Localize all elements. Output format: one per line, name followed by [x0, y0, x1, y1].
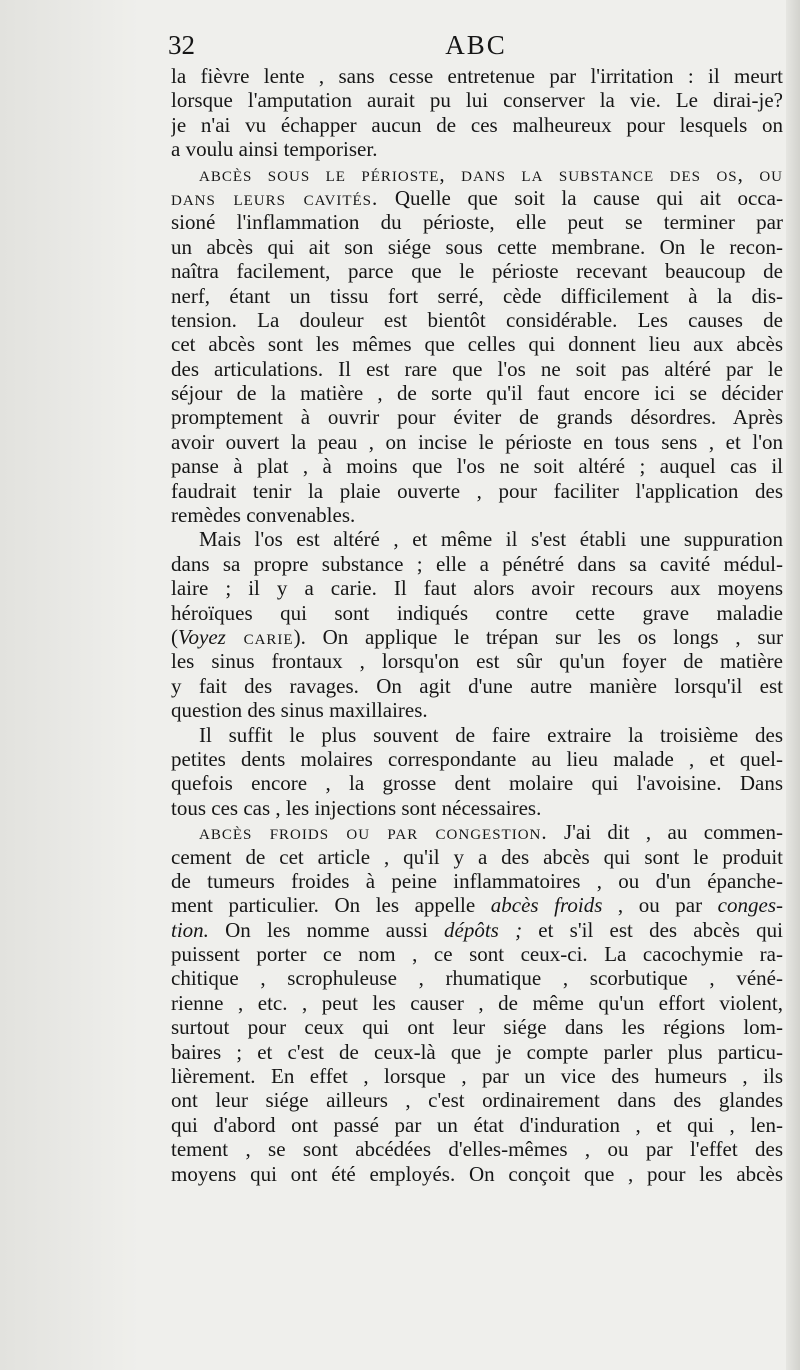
running-head: ABC [445, 30, 507, 60]
text-segment: des articulations. Il est rare que l'os ne soit pas altéré par le [171, 356, 783, 381]
text-segment: Mais l'os est altéré , et même il s'est établi une suppuration [199, 527, 783, 552]
text-segment: laire ; il y a carie. Il faut alors avoir recours aux moyens [171, 576, 783, 601]
small-caps-heading: carie [225, 624, 294, 649]
body-text [171, 64, 783, 1186]
text-segment: petites dents molaires correspondante au lieu malade , et quel- [171, 746, 783, 771]
text-line [171, 1162, 783, 1186]
text-segment: cet abcès sont les mêmes que celles qui donnent lieu aux abcès [171, 332, 783, 357]
text-segment: ( [171, 624, 178, 649]
text-segment: sioné l'inflammation du périoste, elle peut se terminer par [171, 210, 783, 235]
text-segment: On les nomme aussi [208, 917, 445, 942]
text-segment: avoir ouvert la peau , on incise le périoste en tous sens , et l'on [171, 429, 783, 454]
text-segment: les sinus frontaux , lorsqu'on est sûr qu'un foyer de matière [171, 649, 783, 674]
text-line [171, 552, 783, 576]
text-segment: panse à plat , à moins que l'os ne soit altéré ; auquel cas il [171, 454, 783, 479]
text-segment: quefois encore , la grosse dent molaire qui l'avoisine. Dans [171, 771, 783, 796]
text-line [171, 918, 783, 942]
text-segment: y fait des ravages. On agit d'une autre manière lorsqu'il est [171, 673, 783, 698]
text-segment: remèdes convenables. [171, 503, 356, 528]
text-segment: héroïques qui sont indiqués contre cette grave maladie [171, 600, 783, 625]
text-segment: un abcès qui ait son siége sous cette membrane. On le recon- [171, 234, 783, 259]
binding-gutter [786, 0, 800, 1370]
text-line [171, 64, 783, 88]
text-segment: ). On applique le trépan sur les os longs , sur [293, 624, 783, 649]
small-caps-heading: abcès froids ou par congestion. [199, 820, 548, 845]
text-line [171, 1137, 783, 1161]
text-line [171, 235, 783, 259]
text-segment: séjour de la matière , de sorte qu'il faut encore ici se décider [171, 381, 783, 406]
text-segment: moyens qui ont été employés. On conçoit que , pour les abcès [171, 1161, 783, 1186]
text-line [171, 1064, 783, 1088]
page-header [168, 28, 784, 68]
text-segment: la fièvre lente , sans cesse entretenue par l'irritation : il meurt [171, 64, 783, 88]
text-line [171, 503, 783, 527]
italic-term: tion. [171, 917, 209, 942]
text-line [171, 1040, 783, 1064]
text-line [171, 454, 783, 478]
text-segment: je n'ai vu échapper aucun de ces malheureux pour lesquels on [171, 112, 783, 137]
text-segment: et s'il est des abcès qui [522, 917, 783, 942]
text-segment: promptement à ouvrir pour éviter de grands désordres. Après [171, 405, 783, 430]
text-segment: tement , se sont abcédées d'elles-mêmes , ou par l'effet des [171, 1137, 783, 1162]
text-line [171, 1015, 783, 1039]
text-line [171, 966, 783, 990]
text-line [171, 186, 783, 210]
text-segment: faudrait tenir la plaie ouverte , pour faciliter l'application des [171, 478, 783, 503]
text-segment: surtout pour ceux qui ont leur siége dans les régions lom- [171, 1015, 783, 1040]
text-line [171, 332, 783, 356]
text-segment: lorsque l'amputation aurait pu lui conserver la vie. Le dirai-je? [171, 88, 783, 113]
text-line [171, 674, 783, 698]
text-line [171, 405, 783, 429]
text-segment: naîtra facilement, parce que le périoste recevant beaucoup de [171, 259, 783, 284]
text-line [171, 308, 783, 332]
text-line [171, 284, 783, 308]
text-segment: puissent porter ce nom , ce sont ceux-ci. La cacochymie ra- [171, 942, 783, 967]
page-number: 32 [168, 30, 195, 60]
text-segment: rienne , etc. , peut les causer , de même qu'un effort violent, [171, 990, 783, 1015]
text-line [171, 381, 783, 405]
text-segment: tous ces cas , les injections sont nécessaires. [171, 795, 542, 820]
text-line [171, 601, 783, 625]
text-line [171, 796, 783, 820]
small-caps-heading: abcès sous le périoste, dans la substance des os, ou [199, 161, 783, 186]
text-line [171, 625, 783, 649]
text-line [171, 723, 783, 747]
text-line [171, 210, 783, 234]
text-line [171, 845, 783, 869]
italic-term: Voyez [178, 624, 226, 649]
italic-term: abcès froids [490, 893, 603, 918]
text-line [171, 576, 783, 600]
text-segment: qui d'abord ont passé par un état d'induration , et qui , len- [171, 1112, 783, 1137]
text-line [171, 942, 783, 966]
text-segment: dans sa propre substance ; elle a pénétré dans sa cavité médul- [171, 551, 783, 576]
text-line [171, 991, 783, 1015]
text-line [171, 747, 783, 771]
small-caps-heading: dans leurs cavités. [171, 185, 379, 210]
italic-term: conges- [717, 893, 783, 918]
text-line [171, 820, 783, 844]
text-line [171, 649, 783, 673]
text-line [171, 527, 783, 551]
page-shadow [0, 0, 140, 1370]
text-segment: Il suffit le plus souvent de faire extraire la troisième des [199, 722, 783, 747]
text-line [171, 698, 783, 722]
text-line [171, 259, 783, 283]
text-line [171, 357, 783, 381]
text-line [171, 430, 783, 454]
text-segment: chitique , scrophuleuse , rhumatique , scorbutique , véné- [171, 966, 783, 991]
text-segment: baires ; et c'est de ceux-là que je compte parler plus particu- [171, 1039, 783, 1064]
text-segment: ont leur siége ailleurs , c'est ordinairement dans des glandes [171, 1088, 783, 1113]
text-line [171, 869, 783, 893]
text-line [171, 113, 783, 137]
text-segment: tension. La douleur est bientôt considérable. Les causes de [171, 307, 783, 332]
text-line [171, 1113, 783, 1137]
text-segment: cement de cet article , qu'il y a des abcès qui sont le produit [171, 844, 783, 869]
italic-term: dépôts ; [444, 917, 523, 942]
text-segment: lièrement. En effet , lorsque , par un vice des humeurs , ils [171, 1064, 783, 1089]
text-segment: Quelle que soit la cause qui ait occa- [378, 185, 783, 210]
text-line [171, 162, 783, 186]
text-segment: a voulu ainsi temporiser. [171, 137, 378, 162]
text-line [171, 479, 783, 503]
text-line [171, 771, 783, 795]
text-segment: J'ai dit , au commen- [547, 820, 783, 845]
text-line [171, 1088, 783, 1112]
text-line [171, 893, 783, 917]
text-segment: , ou par [602, 893, 718, 918]
text-segment: ment particulier. On les appelle [171, 893, 491, 918]
text-segment: nerf, étant un tissu fort serré, cède difficilement à la dis- [171, 283, 783, 308]
text-segment: de tumeurs froides à peine inflammatoires , ou d'un épanche- [171, 868, 783, 893]
text-segment: question des sinus maxillaires. [171, 698, 428, 723]
text-line [171, 88, 783, 112]
text-line [171, 137, 783, 161]
